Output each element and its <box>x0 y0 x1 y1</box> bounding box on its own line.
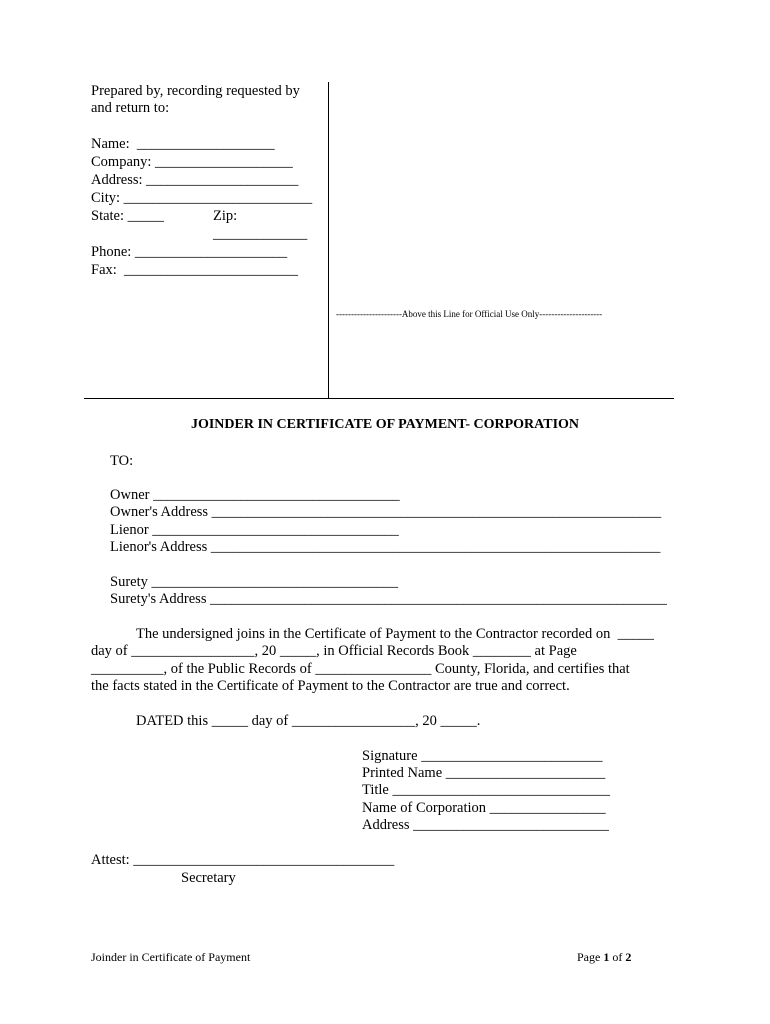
owner-field[interactable]: Owner __________________________________ <box>110 487 400 503</box>
header-vertical-divider <box>328 82 329 398</box>
document-title: JOINDER IN CERTIFICATE OF PAYMENT- CORPORATION <box>190 417 580 432</box>
lienor-field[interactable]: Lienor __________________________________ <box>110 522 399 538</box>
signer-address-field[interactable]: Address ___________________________ <box>362 817 609 833</box>
surety-field[interactable]: Surety __________________________________ <box>110 574 398 590</box>
page-current: 1 <box>603 950 610 964</box>
attest-field[interactable]: Attest: ____________________________________ <box>91 852 395 868</box>
zip-label: Zip: <box>213 208 238 224</box>
lienor-address-field[interactable]: Lienor's Address ______________________________________________________________ <box>110 539 661 555</box>
to-label: TO: <box>110 453 134 469</box>
prepared-by-line2: and return to: <box>91 100 170 116</box>
body-line-3: __________, of the Public Records of ________________ County, Florida, and certifies that <box>91 661 630 677</box>
corporation-name-field[interactable]: Name of Corporation ________________ <box>362 800 606 816</box>
city-field[interactable]: City: __________________________ <box>91 190 313 206</box>
name-field[interactable]: Name: ___________________ <box>91 136 275 152</box>
printed-name-field[interactable]: Printed Name ______________________ <box>362 765 606 781</box>
dated-line[interactable]: DATED this _____ day of _________________, 20 _____. <box>136 713 481 729</box>
secretary-label: Secretary <box>181 870 236 886</box>
signature-field[interactable]: Signature _________________________ <box>362 748 603 764</box>
page-label: Page <box>577 950 601 964</box>
zip-field[interactable]: _____________ <box>213 226 308 242</box>
fax-field[interactable]: Fax: ________________________ <box>91 262 299 278</box>
official-use-note: ----------------------Above this Line for Official Use Only--------------------- <box>336 309 603 319</box>
footer-doc-title: Joinder in Certificate of Payment <box>91 950 251 964</box>
header-horizontal-divider <box>84 398 674 399</box>
prepared-by-line1: Prepared by, recording requested by <box>91 83 300 99</box>
company-field[interactable]: Company: ___________________ <box>91 154 293 170</box>
of-label: of <box>612 950 623 964</box>
body-line-4: the facts stated in the Certificate of Payment to the Contractor are true and correct. <box>91 678 570 694</box>
surety-address-field[interactable]: Surety's Address _______________________________________________________________ <box>110 591 667 607</box>
footer-page-number <box>577 950 631 965</box>
state-field[interactable]: State: _____ <box>91 208 164 224</box>
owner-address-field[interactable]: Owner's Address ______________________________________________________________ <box>110 504 662 520</box>
page-total: 2 <box>625 950 632 964</box>
phone-field[interactable]: Phone: _____________________ <box>91 244 288 260</box>
body-line-1: The undersigned joins in the Certificate of Payment to the Contractor recorded on _____ <box>136 626 654 642</box>
title-field[interactable]: Title ______________________________ <box>362 782 610 798</box>
address-field[interactable]: Address: _____________________ <box>91 172 299 188</box>
body-line-2: day of _________________, 20 _____, in Official Records Book ________ at Page <box>91 643 577 659</box>
